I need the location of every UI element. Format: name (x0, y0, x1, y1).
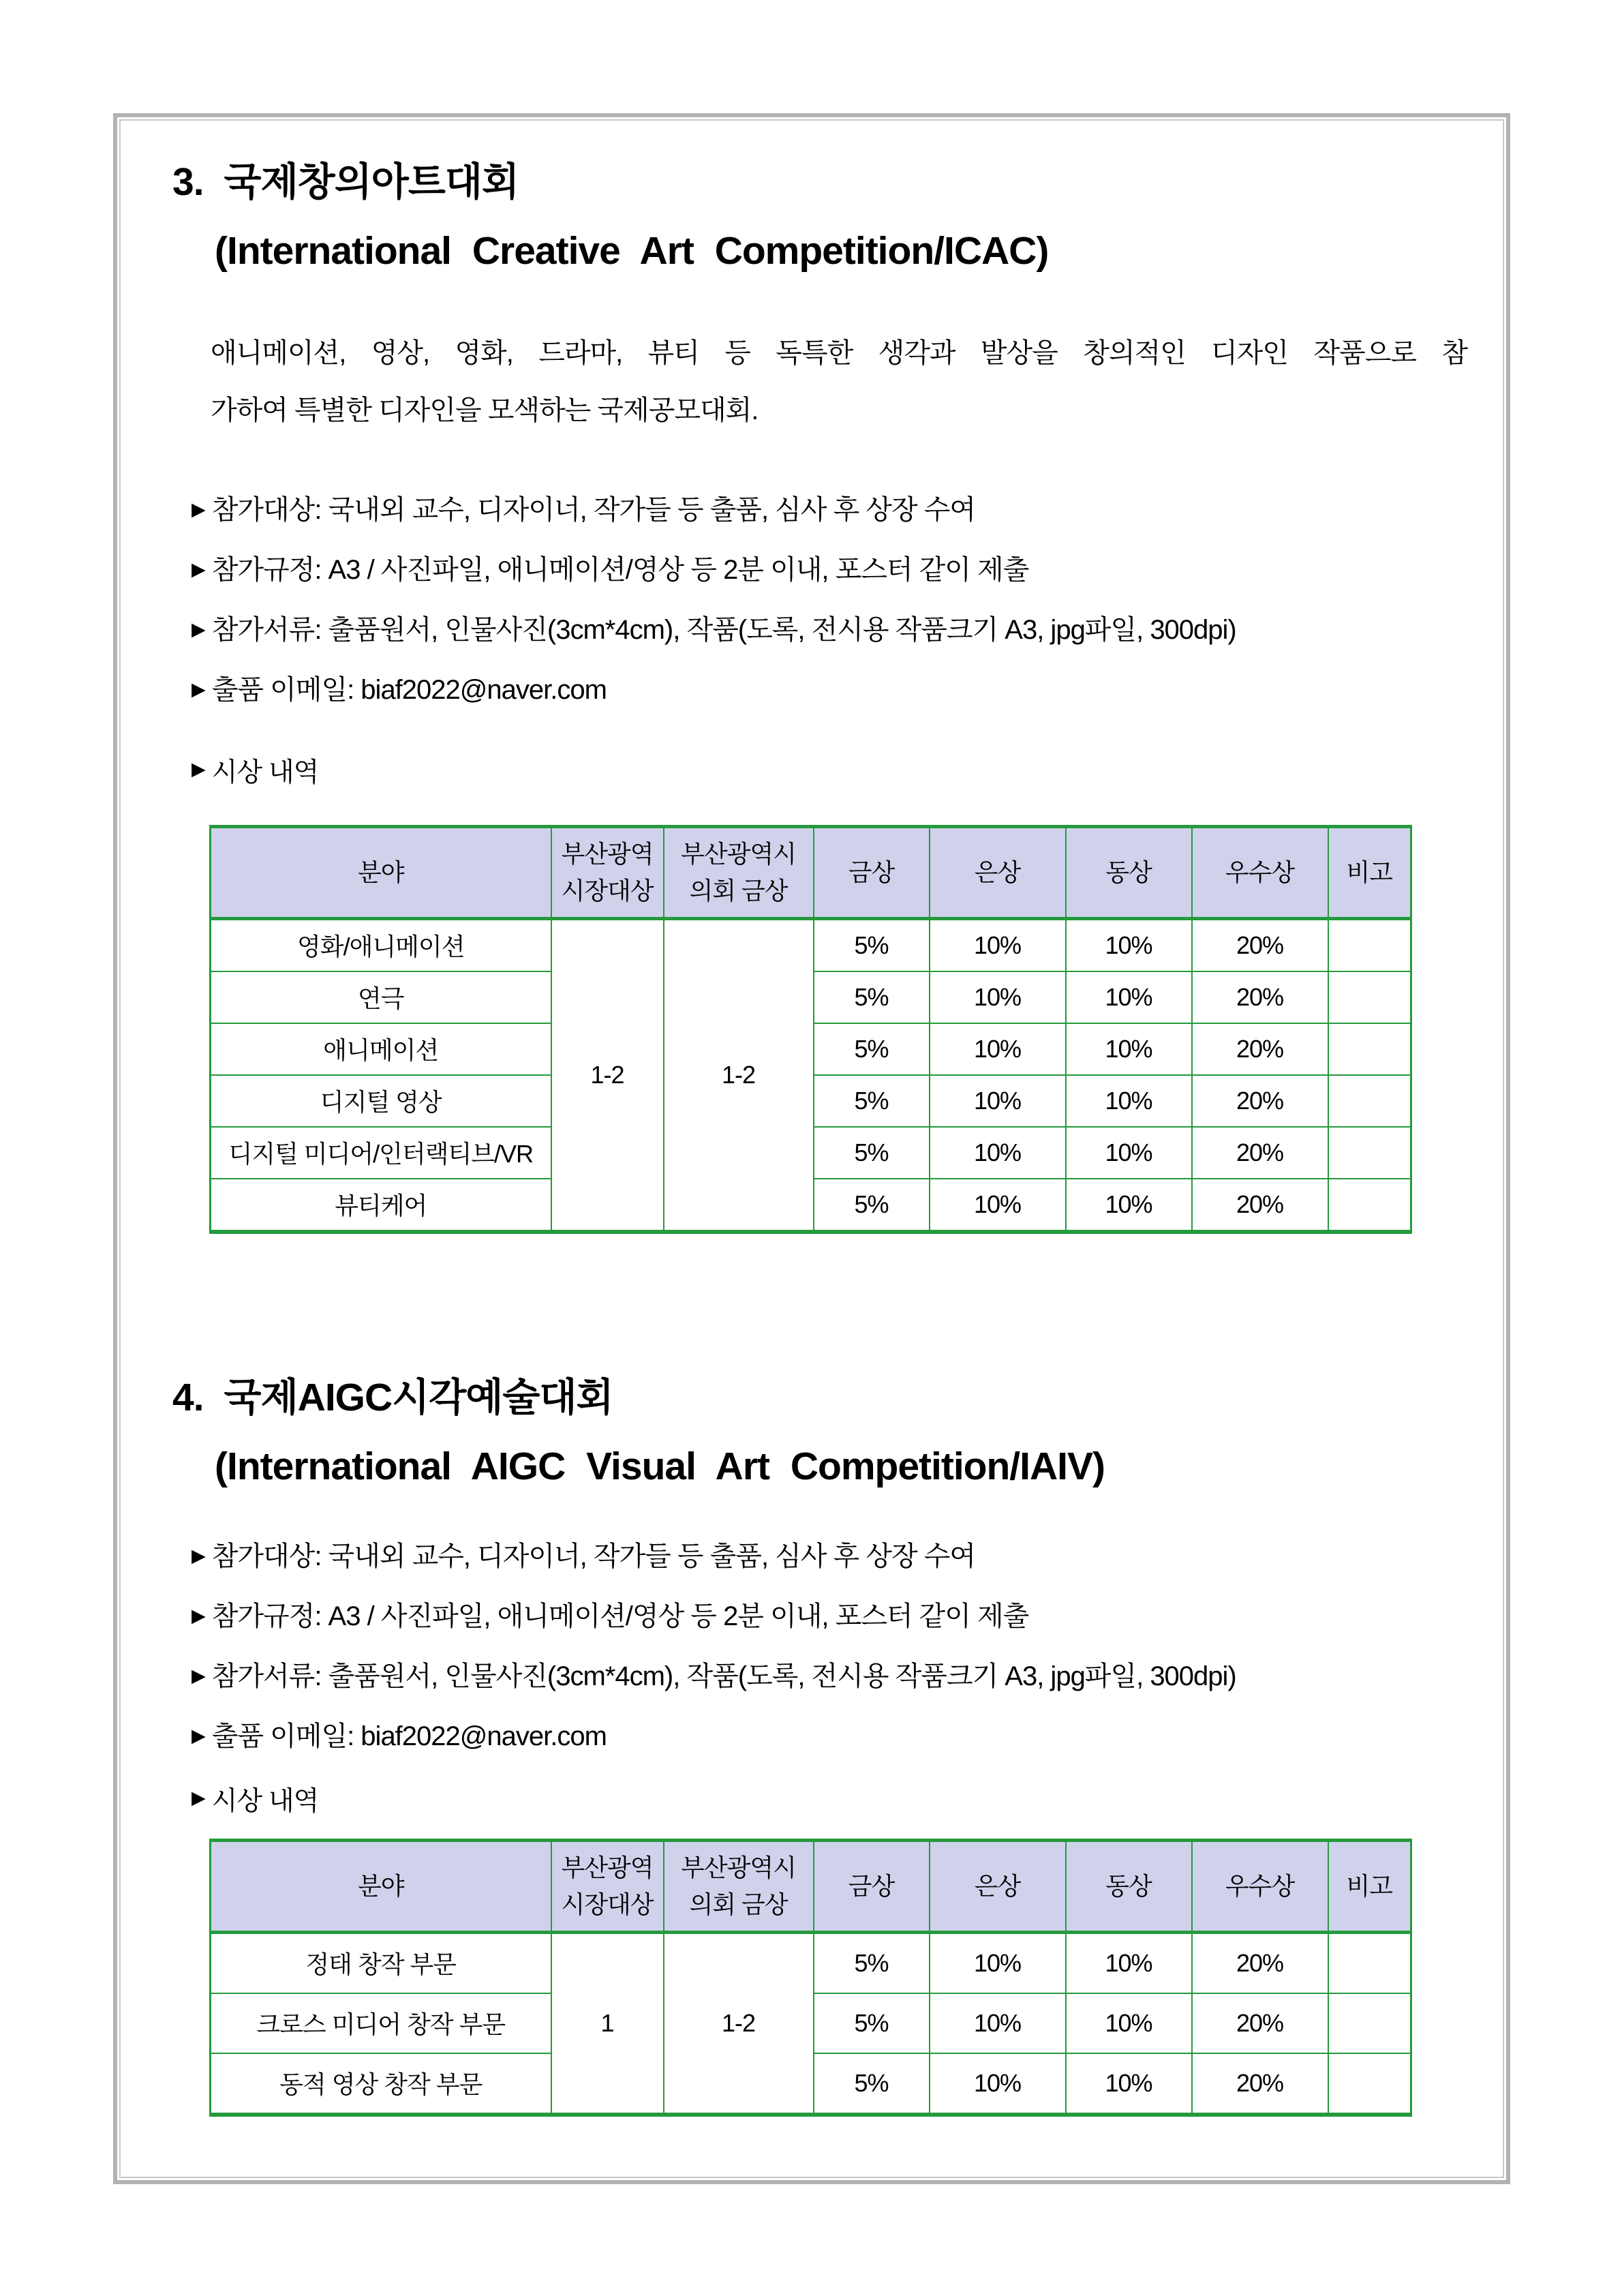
section-number: 4. (172, 1375, 204, 1419)
bullet-text: 참가규정: A3 / 사진파일, 애니메이션/영상 등 2분 이내, 포스터 같이 제출 (211, 554, 1029, 585)
bullet-item (192, 494, 1469, 526)
cell-note (1328, 1993, 1411, 2053)
col-header-excellence: 우수상 (1192, 1840, 1328, 1932)
awards-table-icac (209, 825, 1412, 1234)
col-header-gold: 금상 (814, 826, 930, 918)
cell-note (1328, 1127, 1411, 1179)
bullet-text: 참가규정: A3 / 사진파일, 애니메이션/영상 등 2분 이내, 포스터 같이 제출 (211, 1601, 1029, 1631)
section-title-en: (International AIGC Visual Art Competition/IAIV) (215, 1445, 1105, 1489)
cell-silver: 10% (930, 1075, 1066, 1127)
bullet-item (192, 1540, 1469, 1573)
col-header-category: 분야 (211, 826, 551, 918)
bullet-text: 참가서류: 출품원서, 인물사진(3cm*4cm), 작품(도록, 전시용 작품크기 A3, jpg파일, 300dpi) (211, 1661, 1236, 1691)
cell-bronze: 10% (1066, 1993, 1192, 2053)
bullet-item (192, 554, 1469, 586)
page-content (121, 121, 1503, 2177)
cell-category: 크로스 미디어 창작 부문 (211, 1993, 551, 2053)
cell-gold: 5% (814, 1179, 930, 1232)
bullet-item (192, 1720, 1469, 1753)
table-row (211, 1932, 1411, 1993)
col-header-bronze: 동상 (1066, 1840, 1192, 1932)
col-header-note: 비고 (1328, 826, 1411, 918)
cell-excellence: 20% (1192, 1993, 1328, 2053)
col-header-mayor-grand-prize: 부산광역 시장대상 (551, 1840, 664, 1932)
cell-bronze: 10% (1066, 1932, 1192, 1993)
cell-excellence: 20% (1192, 1127, 1328, 1179)
cell-category: 디지털 영상 (211, 1075, 551, 1127)
awards-table-iaiv (209, 1839, 1412, 2117)
bullet-text: 출품 이메일: biaf2022@naver.com (211, 674, 607, 705)
section-icac (172, 148, 1469, 1234)
cell-note (1328, 1179, 1411, 1232)
cell-excellence: 20% (1192, 2053, 1328, 2115)
cell-category: 동적 영상 창작 부문 (211, 2053, 551, 2115)
bullet-triangle-icon: ▶ (192, 618, 205, 639)
col-header-council-gold: 부산광역시 의회 금상 (664, 826, 814, 918)
cell-mayor-merged: 1-2 (551, 918, 664, 1232)
cell-note (1328, 1932, 1411, 1993)
page-border-frame (113, 113, 1510, 2184)
cell-council-merged: 1-2 (664, 918, 814, 1232)
bullet-item (192, 1600, 1469, 1633)
bullet-item (192, 674, 1469, 706)
col-header-gold: 금상 (814, 1840, 930, 1932)
bullet-triangle-icon: ▶ (192, 1725, 205, 1746)
cell-excellence: 20% (1192, 1023, 1328, 1075)
section-title (172, 148, 1469, 286)
cell-gold: 5% (814, 971, 930, 1023)
bullet-triangle-icon: ▶ (192, 498, 205, 519)
cell-gold: 5% (814, 1023, 930, 1075)
section-iaiv (172, 1363, 1469, 2117)
bullet-text: 참가서류: 출품원서, 인물사진(3cm*4cm), 작품(도록, 전시용 작품크기 A3, jpg파일, 300dpi) (211, 614, 1236, 645)
cell-bronze: 10% (1066, 918, 1192, 971)
bullet-triangle-icon: ▶ (192, 558, 205, 579)
bullet-triangle-icon: ▶ (192, 1605, 205, 1626)
bullet-triangle-icon: ▶ (192, 1665, 205, 1686)
awards-label-text: 시상 내역 (211, 1786, 319, 1816)
table-header-row (211, 1840, 1411, 1932)
bullet-triangle-icon: ▶ (192, 1545, 205, 1566)
col-header-silver: 은상 (930, 1840, 1066, 1932)
cell-excellence: 20% (1192, 1075, 1328, 1127)
col-header-mayor-grand-prize: 부산광역 시장대상 (551, 826, 664, 918)
table-row (211, 918, 1411, 971)
cell-category: 애니메이션 (211, 1023, 551, 1075)
cell-gold: 5% (814, 1993, 930, 2053)
cell-category: 디지털 미디어/인터랙티브/VR (211, 1127, 551, 1179)
bullet-item (192, 1660, 1469, 1693)
cell-excellence: 20% (1192, 1932, 1328, 1993)
cell-silver: 10% (930, 1023, 1066, 1075)
cell-silver: 10% (930, 971, 1066, 1023)
section-description (211, 324, 1467, 439)
cell-mayor-merged: 1 (551, 1932, 664, 2115)
cell-category: 뷰티케어 (211, 1179, 551, 1232)
cell-silver: 10% (930, 1932, 1066, 1993)
cell-gold: 5% (814, 2053, 930, 2115)
col-header-category: 분야 (211, 1840, 551, 1932)
cell-bronze: 10% (1066, 1023, 1192, 1075)
cell-council-merged: 1-2 (664, 1932, 814, 2115)
section-title-ko: 국제AIGC시각예술대회 (224, 1375, 613, 1419)
cell-excellence: 20% (1192, 971, 1328, 1023)
cell-silver: 10% (930, 1127, 1066, 1179)
bullet-triangle-icon: ▶ (192, 678, 205, 699)
cell-note (1328, 1075, 1411, 1127)
cell-note (1328, 1023, 1411, 1075)
cell-silver: 10% (930, 1993, 1066, 2053)
bullet-triangle-icon: ▶ (192, 1787, 205, 1809)
cell-bronze: 10% (1066, 1179, 1192, 1232)
cell-bronze: 10% (1066, 971, 1192, 1023)
col-header-silver: 은상 (930, 826, 1066, 918)
bullet-list (192, 494, 1469, 706)
cell-excellence: 20% (1192, 1179, 1328, 1232)
awards-label (192, 1780, 1469, 1818)
col-header-excellence: 우수상 (1192, 826, 1328, 918)
awards-label (192, 751, 1469, 789)
col-header-council-gold: 부산광역시 의회 금상 (664, 1840, 814, 1932)
section-number: 3. (172, 160, 204, 204)
bullet-text: 출품 이메일: biaf2022@naver.com (211, 1721, 607, 1751)
col-header-bronze: 동상 (1066, 826, 1192, 918)
cell-bronze: 10% (1066, 2053, 1192, 2115)
cell-silver: 10% (930, 2053, 1066, 2115)
bullet-item (192, 614, 1469, 646)
description-line-2: 가하여 특별한 디자인을 모색하는 국제공모대회. (211, 395, 759, 425)
cell-note (1328, 971, 1411, 1023)
cell-gold: 5% (814, 1075, 930, 1127)
description-line-1: 애니메이션, 영상, 영화, 드라마, 뷰티 등 독특한 생각과 발상을 창의적인 디자인 작품으로 참 (211, 337, 1467, 368)
cell-bronze: 10% (1066, 1127, 1192, 1179)
cell-excellence: 20% (1192, 918, 1328, 971)
bullet-triangle-icon: ▶ (192, 759, 205, 780)
cell-gold: 5% (814, 918, 930, 971)
cell-gold: 5% (814, 1932, 930, 1993)
table-header-row (211, 826, 1411, 918)
bullet-text: 참가대상: 국내외 교수, 디자이너, 작가들 등 출품, 심사 후 상장 수여 (211, 1541, 975, 1571)
cell-bronze: 10% (1066, 1075, 1192, 1127)
section-title (172, 1363, 1469, 1502)
cell-silver: 10% (930, 918, 1066, 971)
col-header-note: 비고 (1328, 1840, 1411, 1932)
section-title-ko: 국제창의아트대회 (224, 160, 519, 204)
cell-note (1328, 2053, 1411, 2115)
cell-note (1328, 918, 1411, 971)
cell-category: 정태 창작 부문 (211, 1932, 551, 1993)
cell-category: 연극 (211, 971, 551, 1023)
awards-label-text: 시상 내역 (211, 757, 319, 787)
cell-silver: 10% (930, 1179, 1066, 1232)
section-title-en: (International Creative Art Competition/ICAC) (215, 229, 1049, 273)
cell-gold: 5% (814, 1127, 930, 1179)
page-border-frame-inner (119, 119, 1504, 2178)
cell-category: 영화/애니메이션 (211, 918, 551, 971)
bullet-text: 참가대상: 국내외 교수, 디자이너, 작가들 등 출품, 심사 후 상장 수여 (211, 494, 975, 525)
bullet-list (192, 1540, 1469, 1753)
